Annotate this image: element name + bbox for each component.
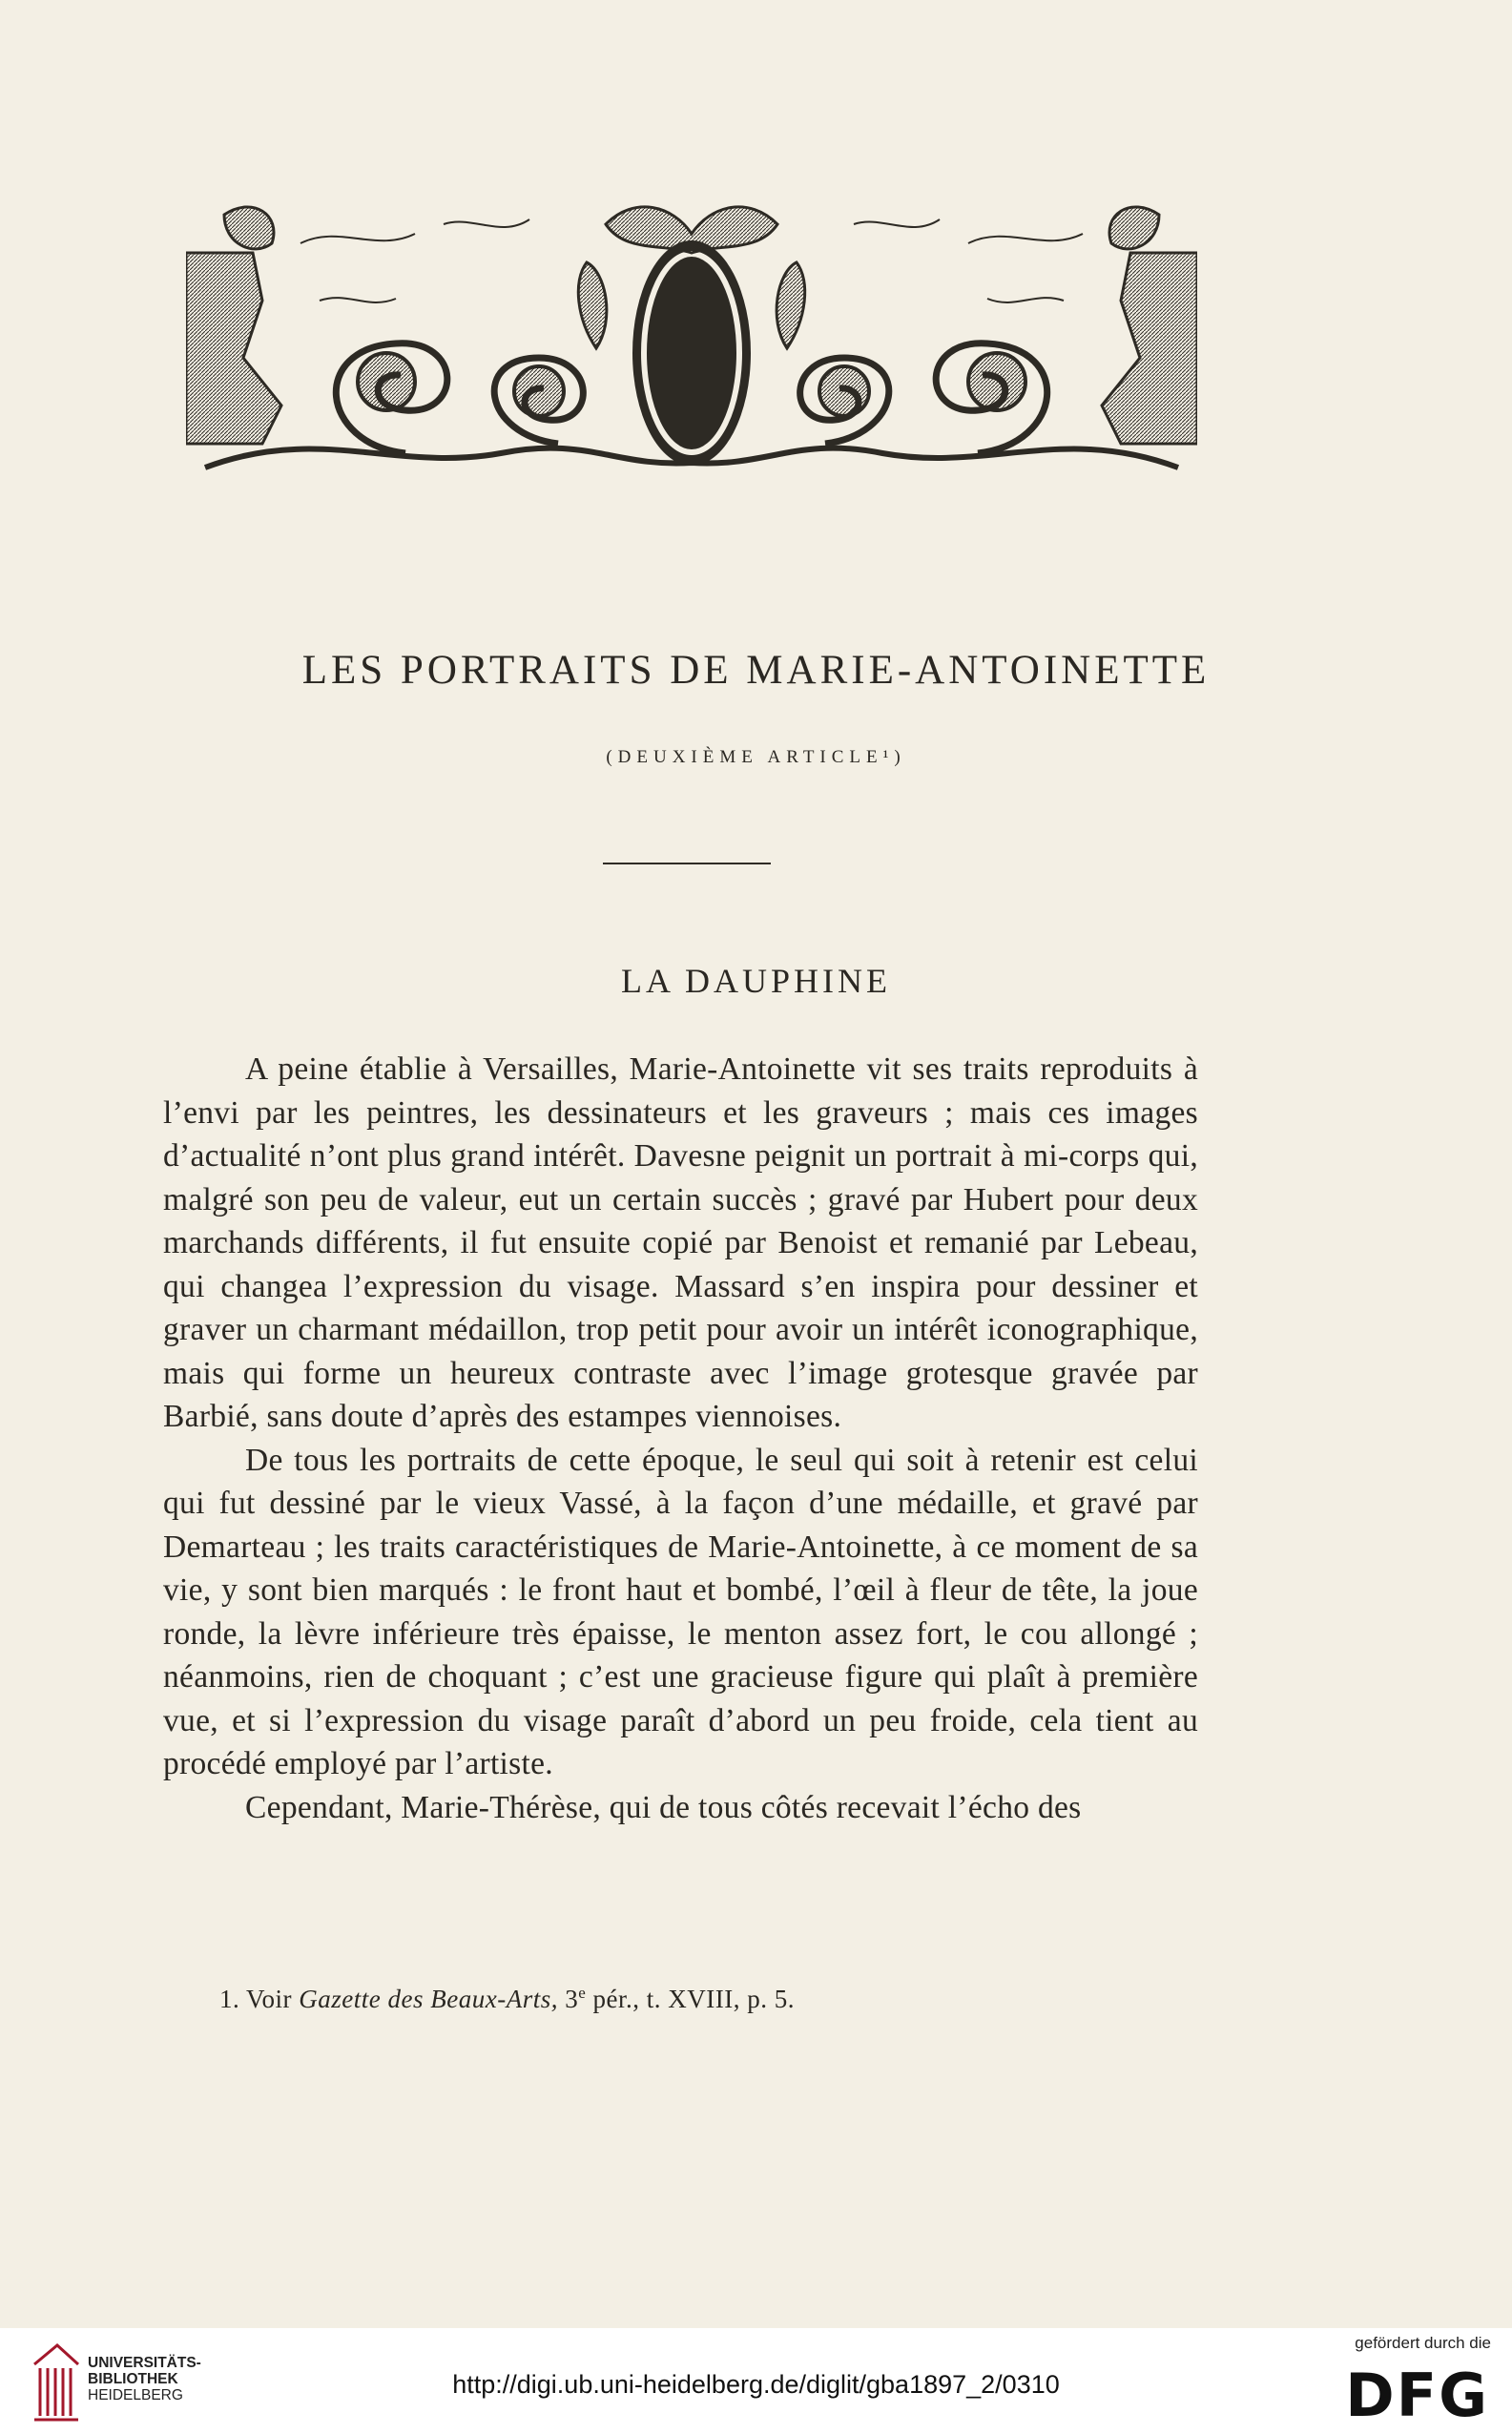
footnote-reference: pér., t. XVIII, p. 5. — [592, 1985, 795, 2013]
funding-caption: gefördert durch die — [1355, 2334, 1491, 2352]
body-text — [163, 1048, 1198, 1829]
paragraph: A peine établie à Versailles, Marie-Antoinette vit ses traits reproduits à l’envi par les peintres, les dessinateurs et les graveurs ; mais ces images d’actualité n’ont plus grand intérêt. Davesne peignit un portrait à mi-corps qui, malgré son peu de valeur, eut un certain succès ; gravé par Hubert pour deux marchands différents, il fut ensuite copié par Benoist et remanié par Lebeau, qui changea l’expression du visage. Massard s’en inspira pour dessiner et graver un charmant médaillon, trop petit pour avoir un intérêt iconographique, mais qui forme un heureux contraste avec l’image grotesque gravée par Barbié, sans doute d’après des estampes viennoises. — [163, 1051, 1198, 1434]
footnote-number: 1. — [219, 1985, 240, 2013]
footnote-series: 3 — [565, 1985, 579, 2013]
divider-rule — [603, 863, 771, 864]
section-heading: LA DAUPHINE — [621, 962, 891, 1000]
article-title: LES PORTRAITS DE MARIE-ANTOINETTE — [301, 648, 1211, 693]
library-name-line: BIBLIOTHEK — [88, 2371, 178, 2387]
dfg-logo: DFG — [1345, 2361, 1489, 2430]
article-subtitle: (DEUXIÈME ARTICLE¹) — [606, 747, 906, 767]
decorative-headpiece-engraving — [186, 186, 1197, 482]
footnote-journal: Gazette des Beaux-Arts, — [299, 1985, 558, 2013]
footer-bar — [0, 2328, 1512, 2434]
footnote-series-sup: e — [578, 1984, 587, 2002]
footnote — [219, 1984, 795, 2014]
paragraph: De tous les portraits de cette époque, le seul qui soit à retenir est celui qui fut dessiné par le vieux Vassé, à la façon d’une médaille, et gravé par Demarteau ; les traits caractéristiques de Marie-Antoinette, à ce moment de sa vie, y sont bien marqués : le front haut et bombé, l’œil à fleur de tête, la joue ronde, la lèvre inférieure très épaisse, le menton assez fort, le cou allongé ; néanmoins, rien de choquant ; c’est une gracieuse figure qui plaît à première vue, et si l’expression du visage paraît d’abord un peu froide, cela tient au procédé employé par l’artiste. — [163, 1442, 1198, 1781]
source-url-link[interactable]: http://digi.ub.uni-heidelberg.de/diglit/gba1897_2/0310 — [452, 2370, 1060, 2399]
paragraph: Cependant, Marie-Thérèse, qui de tous côtés recevait l’écho des — [245, 1789, 1082, 1825]
library-name-line: UNIVERSITÄTS- — [88, 2355, 201, 2371]
library-name-line: HEIDELBERG — [88, 2387, 183, 2403]
footnote-text: Voir — [246, 1985, 293, 2013]
